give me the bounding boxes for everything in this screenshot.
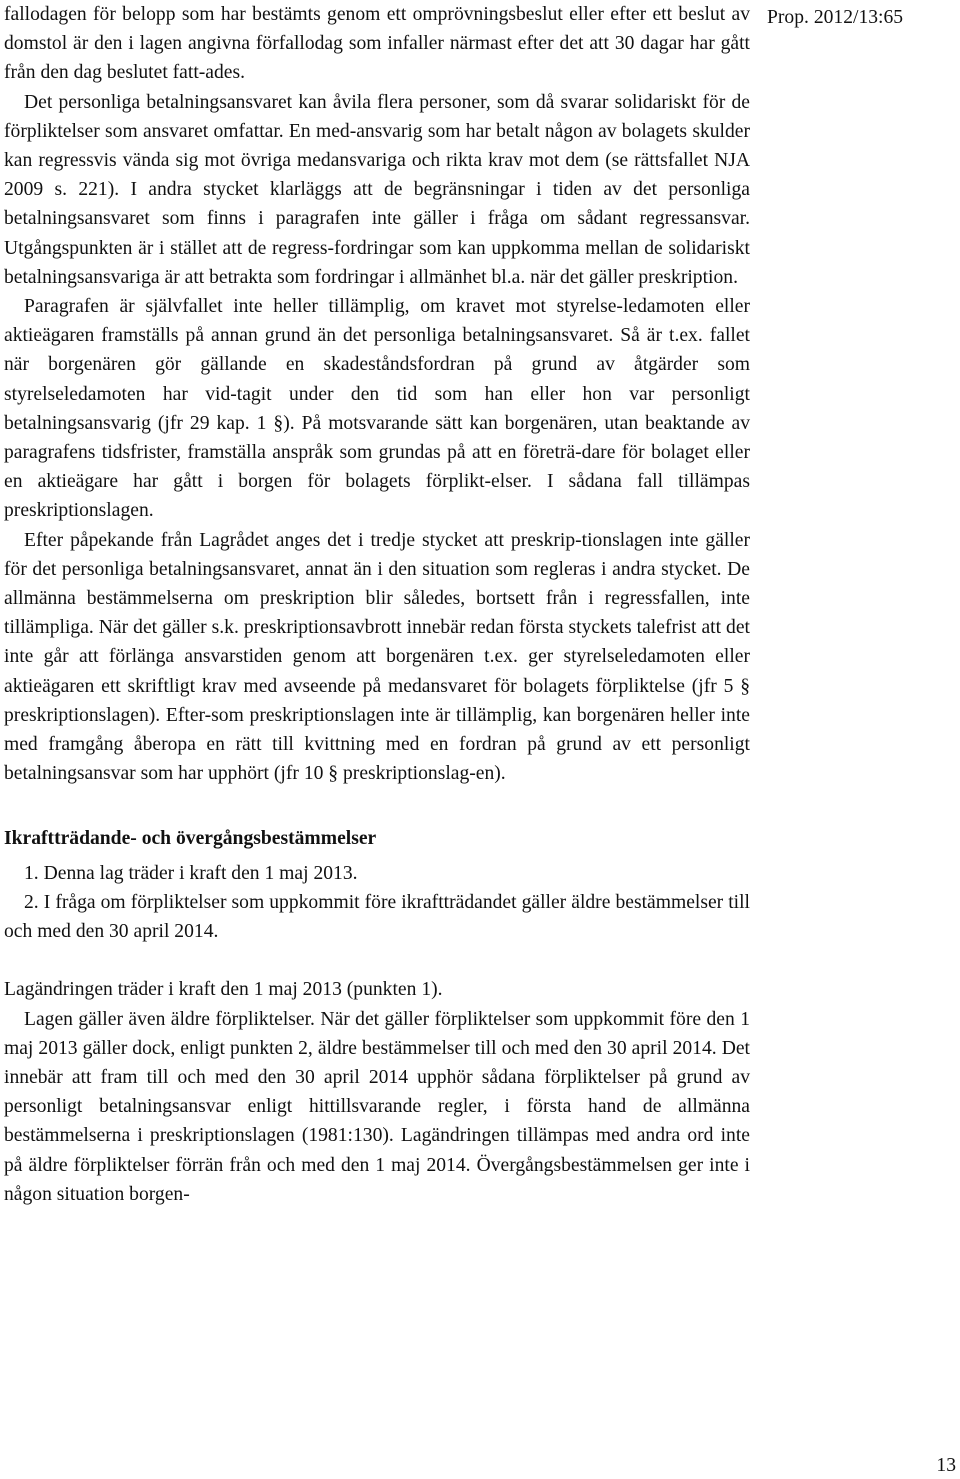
margin-reference: Prop. 2012/13:65: [767, 7, 904, 28]
transitional-provisions-list: [4, 859, 750, 947]
list-item: 1. Denna lag träder i kraft den 1 maj 2013.: [24, 862, 358, 884]
paragraph-5: Lagändringen träder i kraft den 1 maj 2013 (punkten 1).: [4, 979, 443, 1001]
paragraph-1: fallodagen för belopp som har bestämts genom ett omprövningsbeslut eller efter ett beslut av domstol är den i lagen angivna förfallodag som infaller närmast efter det att 30 dagar har gått från den dag beslutet fatt-ades.: [4, 4, 750, 84]
paragraph-6: Lagen gäller även äldre förpliktelser. När det gäller förpliktelser som uppkommit före den 1 maj 2013 gäller dock, enligt punkten 2, äldre bestämmelser till och med den 30 april 2014. Det innebär att fram till och med den 30 april 2014 upphör sådana förpliktelser på grund av personligt betalningsansvar enligt hittillsvarande regler, i första hand de allmänna bestämmelserna i preskriptionslagen (1981:130). Lagändringen tillämpas med andra ord inte på äldre förpliktelser förrän från och med den 1 maj 2014. Övergångsbestämmelsen ger inte i någon situation borgen-: [4, 1008, 750, 1205]
list-item: 2. I fråga om förpliktelser som uppkommit före ikraftträdandet gäller äldre bestämmelser till och med den 30 april 2014.: [4, 891, 751, 943]
paragraph-4: Efter påpekande från Lagrådet anges det i tredje stycket att preskrip-tionslagen inte gäller för det personliga betalningsansvaret, annat än i den situation som regleras i andra stycket. De allmänna bestämmelserna om preskription blir således, bortsett från i regressfallen, inte tillämpliga. När det gäller s.k. preskriptionsavbrott innebär redan första styckets talefrist att det inte går att förlänga ansvarstiden genom att borgenären t.ex. ger styrelseledamoten eller aktieägaren ett skriftligt krav med avseende på medansvaret för bolagets förpliktelse (jfr 5 § preskriptionslagen). Efter-som preskriptionslagen inte är tillämplig, kan borgenären heller inte med framgång åberopa en rätt till kvittning med en fordran på grund av ett personligt betalningsansvar som har upphört (jfr 10 § preskriptionslag-en).: [4, 529, 750, 785]
page-number: 13: [936, 1455, 956, 1476]
paragraph-3: Paragrafen är självfallet inte heller tillämplig, om kravet mot styrelse-ledamoten eller aktieägaren framställs på annan grund än det personliga betalningsansvaret. Så är t.ex. fallet när borgenären gör gällande en skadeståndsfordran på grund av åtgärder som styrelseledamoten har vid-tagit under den tid som han eller hon var personligt betalningsansvarig (jfr 29 kap. 1 §). På motsvarande sätt kan borgenären, utan beaktande av paragrafens tidsfrister, framställa anspråk som grundas på att en företrä-dare för bolaget eller en aktieägare har gått i borgen för bolagets förplikt-elser. I sådana fall tillämpas preskriptionslagen.: [4, 296, 750, 522]
main-text-column: [4, 0, 750, 1209]
spacer: [4, 946, 750, 975]
section-heading: Ikraftträdande- och övergångsbestämmelser: [4, 828, 377, 850]
paragraph-2: Det personliga betalningsansvaret kan åvila flera personer, som då svarar solidariskt för de förpliktelser som ansvaret omfattar. En med-ansvarig som har betalt någon av bolagets skulder kan regressvis vända sig mot övriga medansvariga och rikta krav mot dem (se rättsfallet NJA 2009 s. 221). I andra stycket klarläggs att de begränsningar i tiden av det personliga betalningsansvaret som finns i paragrafen inte gäller i fråga om sådant regressansvar. Utgångspunkten är i stället att de regress-fordringar som kan uppkomma mellan de solidariskt betalningsansvariga är att betrakta som fordringar i allmänhet bl.a. när det gäller preskription.: [4, 91, 750, 288]
